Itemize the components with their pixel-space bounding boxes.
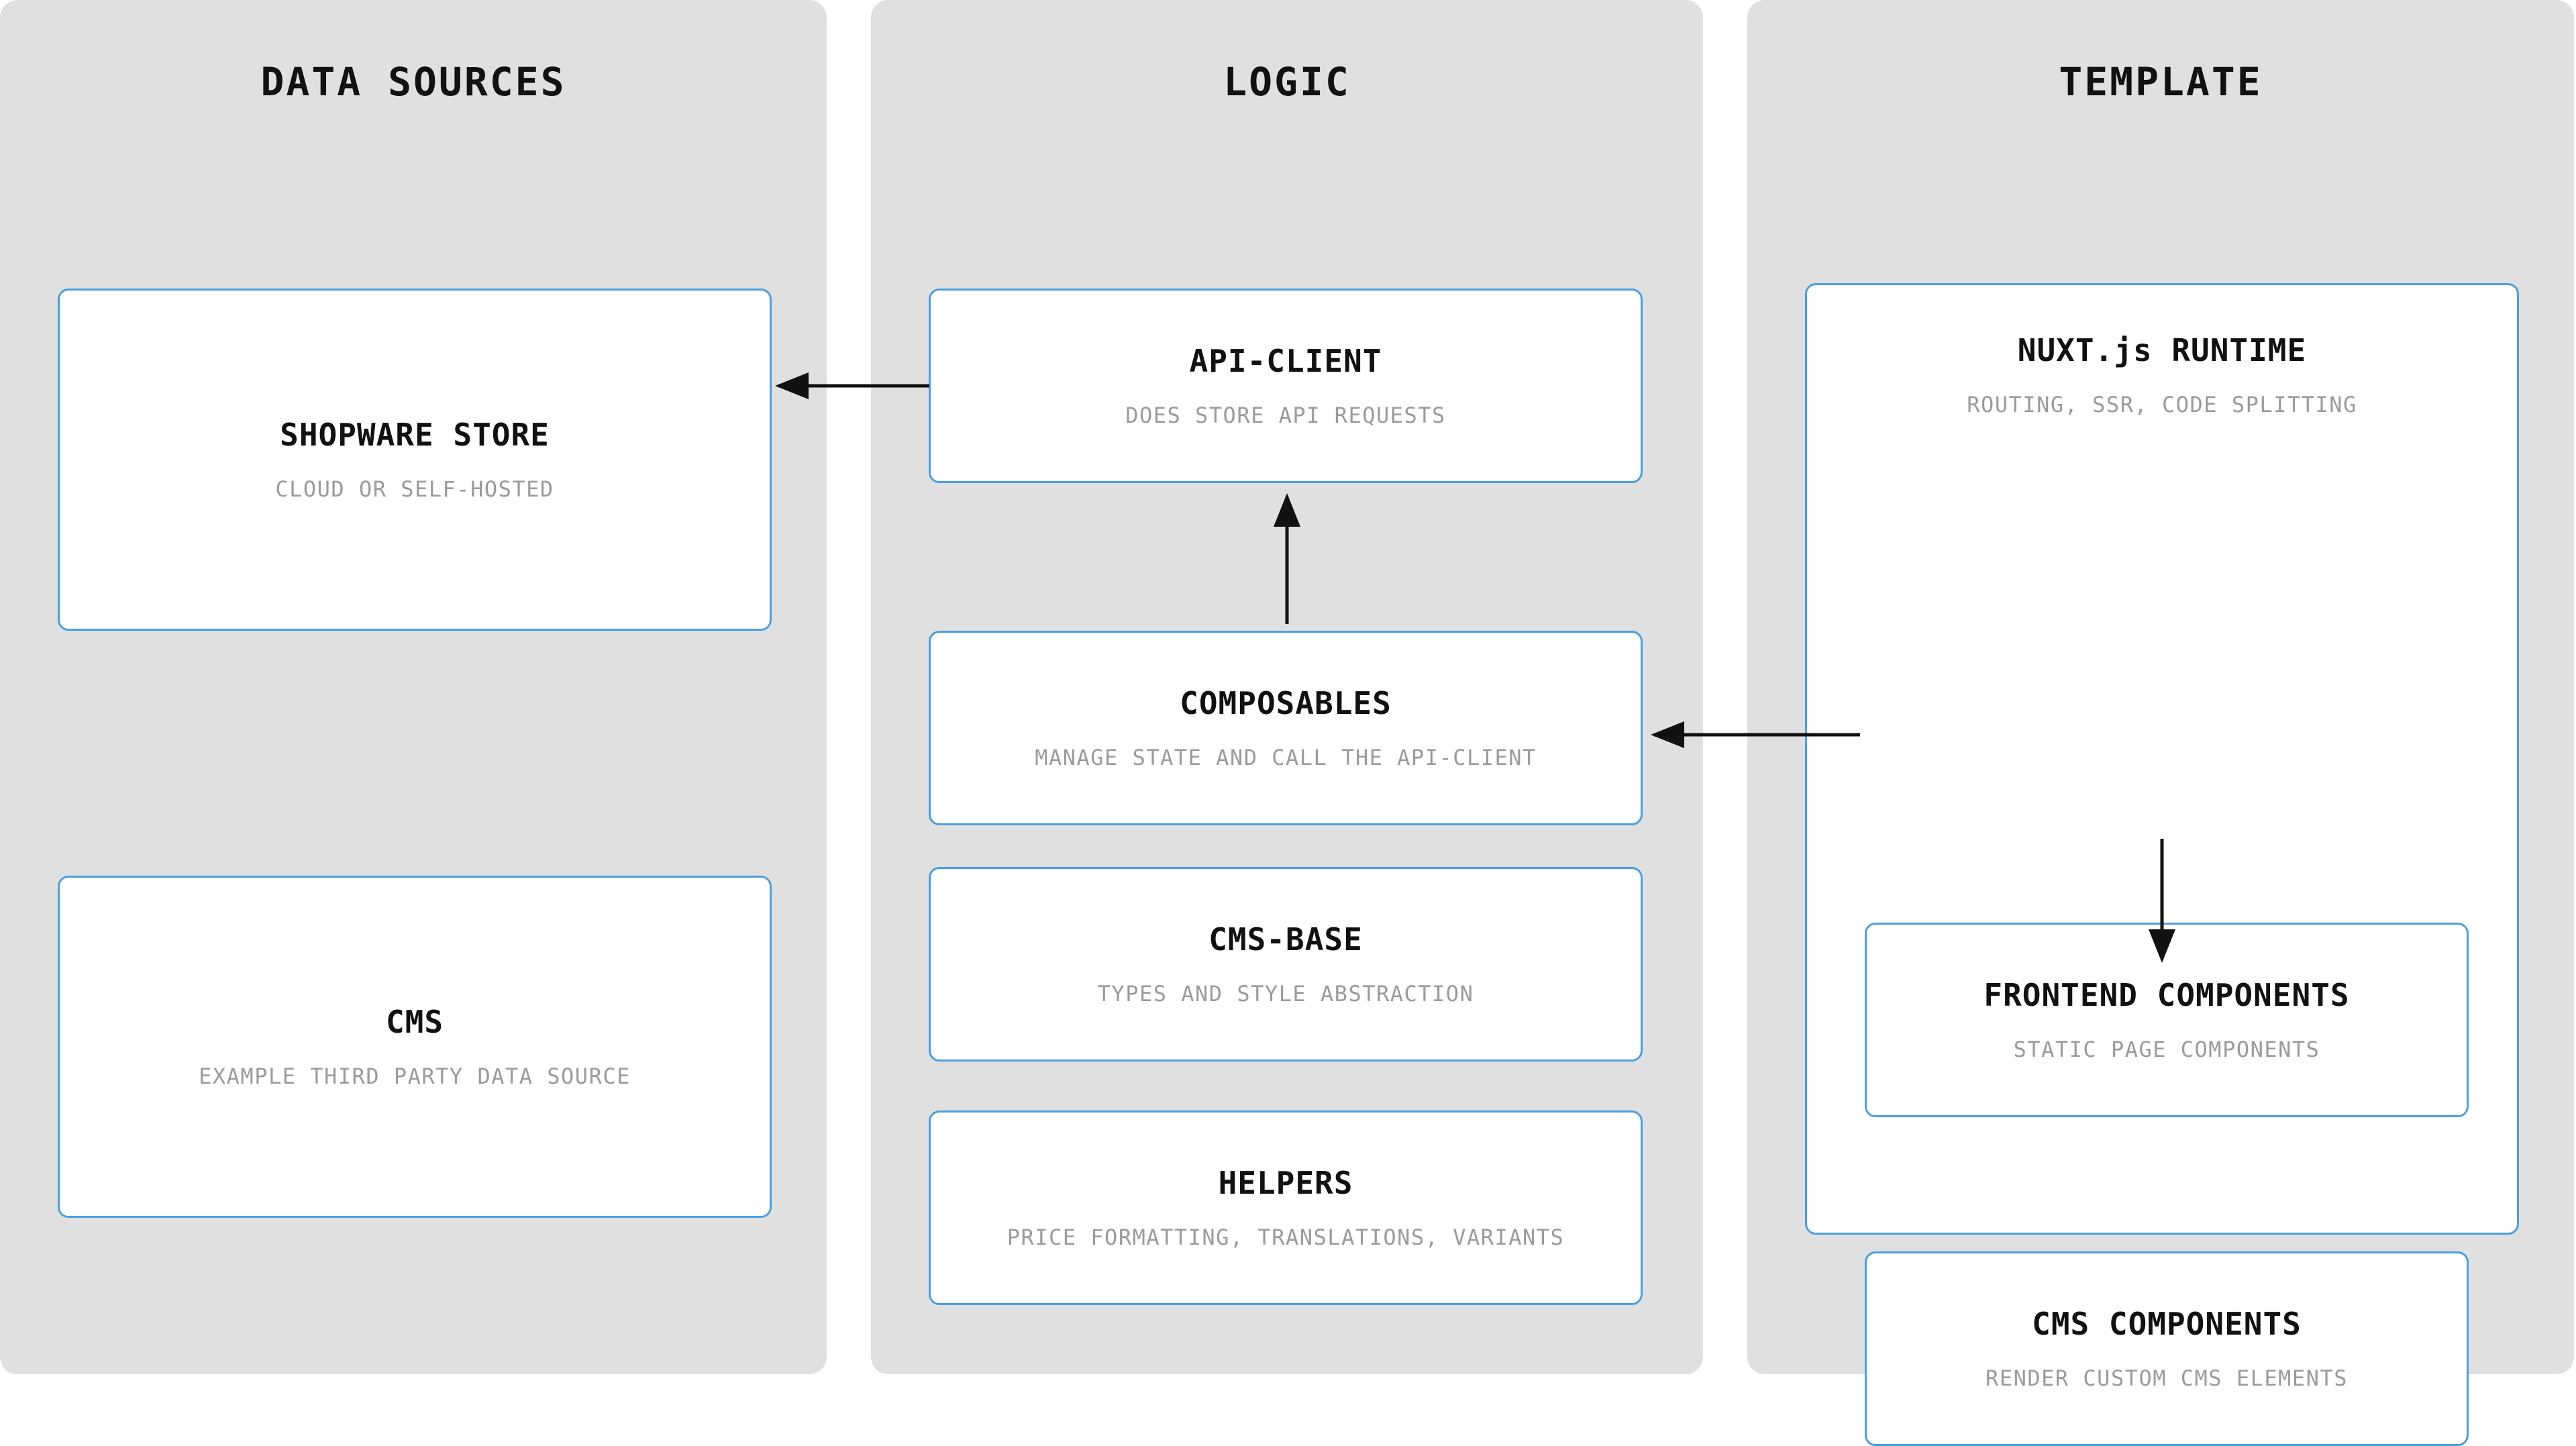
card-cms[interactable] [58,876,772,1218]
card-title: API-CLIENT [1189,343,1382,380]
card-subtitle: STATIC PAGE COMPONENTS [2013,1037,2320,1063]
card-title: COMPOSABLES [1180,685,1392,722]
card-shopware-store[interactable] [58,289,772,631]
column-template [1747,0,2574,1392]
card-title: SHOPWARE STORE [280,417,550,454]
card-subtitle: DOES STORE API REQUESTS [1125,403,1446,429]
card-subtitle: ROUTING, SSR, CODE SPLITTING [1967,392,2357,418]
card-subtitle: EXAMPLE THIRD PARTY DATA SOURCE [199,1064,631,1090]
column-title-logic: LOGIC [1223,59,1351,105]
card-title: FRONTEND COMPONENTS [1983,977,2350,1014]
card-helpers[interactable] [929,1111,1643,1305]
card-subtitle: CLOUD OR SELF-HOSTED [275,476,554,503]
card-title: CMS [385,1004,444,1041]
card-nuxt-runtime[interactable] [1805,283,2519,1392]
card-api-client[interactable] [929,289,1643,483]
column-title-template: TEMPLATE [2059,59,2263,105]
card-composables[interactable] [929,631,1643,825]
card-title: NUXT.js RUNTIME [2017,332,2307,368]
card-subtitle: TYPES AND STYLE ABSTRACTION [1097,981,1474,1007]
card-title: CMS-BASE [1208,921,1363,958]
column-title-data-sources: DATA SOURCES [260,59,566,105]
column-data-sources [0,0,827,1374]
nuxt-runtime-children [1807,285,2517,1392]
card-cms-base[interactable] [929,867,1643,1062]
column-logic [871,0,1703,1374]
card-subtitle: MANAGE STATE AND CALL THE API-CLIENT [1035,745,1537,771]
card-frontend-components[interactable] [1865,923,2469,1117]
card-title: CMS COMPONENTS [2032,1306,2302,1343]
card-title: HELPERS [1218,1165,1353,1202]
card-subtitle: PRICE FORMATTING, TRANSLATIONS, VARIANTS [1007,1225,1565,1251]
card-cms-components[interactable] [1865,1251,2469,1446]
card-subtitle: RENDER CUSTOM CMS ELEMENTS [1986,1365,2348,1392]
